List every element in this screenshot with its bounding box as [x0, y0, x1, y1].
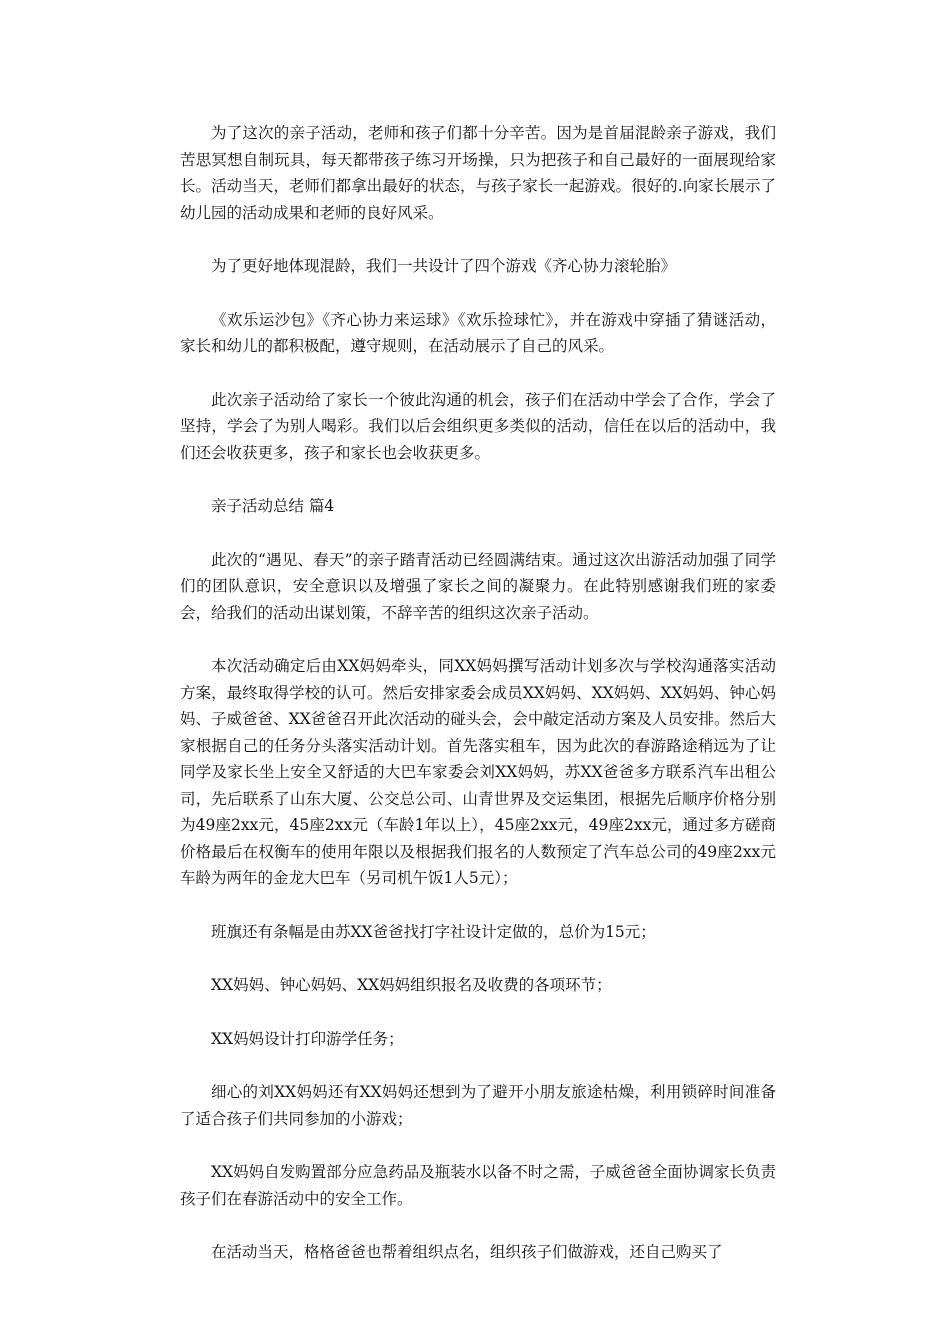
- paragraph: 此次亲子活动给了家长一个彼此沟通的机会，孩子们在活动中学会了合作，学会了坚持，学会了为别人喝彩。我们以后会组织更多类似的活动，信任在以后的活动中，我们还会收获更多，孩子和家长也会收获更多。: [180, 390, 776, 462]
- paragraph: 《欢乐运沙包》《齐心协力来运球》《欢乐捡球忙》，并在游戏中穿插了猜谜活动，家长和幼儿的都积极配，遵守规则，在活动展示了自己的风采。: [180, 310, 776, 355]
- paragraph: XX妈妈设计打印游学任务；: [211, 1029, 404, 1048]
- document-page: [180, 120, 776, 1293]
- paragraph: 细心的刘XX妈妈还有XX妈妈还想到为了避开小朋友旅途枯燥，利用锁碎时间准备了适合孩子们共同参加的小游戏；: [180, 1083, 776, 1128]
- paragraph: 本次活动确定后由XX妈妈牵头，同XX妈妈撰写活动计划多次与学校沟通落实活动方案，最终取得学校的认可。然后安排家委会成员XX妈妈、XX妈妈、XX妈妈、钟心妈妈、子威爸爸、XX爸爸召开此次活动的碰头会，会中敲定活动方案及人员安排。然后大家根据自己的任务分头落实活动计划。首先落实租车，因为此次的春游路途稍远为了让同学及家长坐上安全又舒适的大巴车家委会刘XX妈妈，苏XX爸爸多方联系汽车出租公司，先后联系了山东大厦、公交总公司、山青世界及交运集团，根据先后顺序价格分别为49座2xx元，45座2xx元（车龄1年以上），45座2xx元，49座2xx元，通过多方磋商价格最后在权衡车的使用年限以及根据我们报名的人数预定了汽车总公司的49座2xx元车龄为两年的金龙大巴车（另司机午饭1人5元）；: [180, 657, 776, 887]
- section-heading: 亲子活动总结 篇4: [211, 497, 335, 515]
- paragraph: 班旗还有条幅是由苏XX爸爸找打字社设计定做的，总价为15元；: [211, 922, 656, 941]
- paragraph: 为了更好地体现混龄，我们一共设计了四个游戏《齐心协力滚轮胎》: [211, 257, 677, 275]
- paragraph: XX妈妈、钟心妈妈、XX妈妈组织报名及收费的各项环节；: [211, 976, 612, 994]
- paragraph: 在活动当天，格格爸爸也帮着组织点名，组织孩子们做游戏，还自己购买了: [211, 1243, 723, 1261]
- paragraph: 此次的“遇见、春天”的亲子踏青活动已经圆满结束。通过这次出游活动加强了同学们的团队意识，安全意识以及增强了家长之间的凝聚力。在此特别感谢我们班的家委会，给我们的活动出谋划策，不辞辛苦的组织这次亲子活动。: [180, 550, 776, 622]
- paragraph: 为了这次的亲子活动，老师和孩子们都十分辛苦。因为是首届混龄亲子游戏，我们苦思冥想自制玩具，每天都带孩子练习开场操，只为把孩子和自己最好的一面展现给家长。活动当天，老师们都拿出最好的状态，与孩子家长一起游戏。很好的.向家长展示了幼儿园的活动成果和老师的良好风采。: [180, 124, 776, 222]
- paragraph: XX妈妈自发购置部分应急药品及瓶装水以备不时之需，子威爸爸全面协调家长负责孩子们在春游活动中的安全工作。: [180, 1163, 776, 1208]
